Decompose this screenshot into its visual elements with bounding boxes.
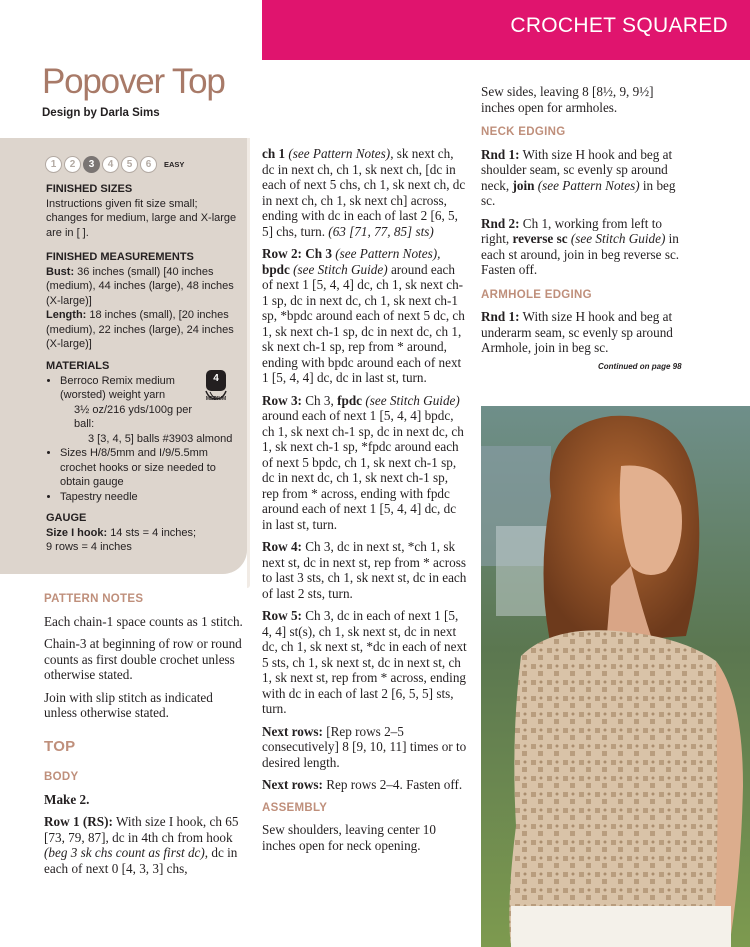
section-title: CROCHET SQUARED [510,14,728,37]
pattern-note: Each chain-1 space counts as 1 stitch. [44,613,243,629]
bust-value: 36 inches (small) [40 inches (medium), 44 inches (large), 48 inches (X-large)] [46,265,234,307]
materials-more [46,446,231,504]
next-rows-instruction: Next rows: [Rep rows 2–5 consecutively] 8 [9, 10, 11] times or to desired length. [262,723,467,770]
materials-heading: MATERIALS [46,360,110,372]
skill-level [45,156,184,173]
finished-sizes-text: Instructions given fit size small; changes for medium, large and X-large are in [ ]. [46,197,237,239]
row-3-instruction: Row 3: Ch 3, fpdc (see Stitch Guide) around each of next 1 [5, 4, 4] bpdc, ch 1, sk next ch-1 sp, dc in next dc, ch 1, sk next ch-1 sp, *fpdc around each of next 5 bpdc, ch 1, sk next ch-1 sp, dc in next dc, ch 1, sk next ch-1 sp, rep from * across, ending with fpdc around each of next 1 [5, 4, 4] dc, dc in last st, turn. [262,392,464,532]
skill-level-dot: 4 [102,156,119,173]
next-rows-instruction: Next rows: Rep rows 2–4. Fasten off. [262,777,463,792]
yarn-weight-label: MEDIUM [205,396,227,402]
row-4-instruction: Row 4: Ch 3, dc in next st, *ch 1, sk next st, dc in next st, rep from * across to last 3 sts, ch 1, sk next st, dc in each of last 2 sts, turn. [262,539,467,601]
row-5-instruction: Row 5: Ch 3, dc in each of next 1 [5, 4, 4] st(s), ch 1, sk next st, dc in next dc, ch 1, sk next st, *dc in each of next 5 sts, ch 1, sk next st, dc in next st, ch 1, sk next st, rep from * across, ending with dc in each of last 2 [6, 5, 5] sts, turn. [262,608,467,716]
assembly-heading: ASSEMBLY [262,801,328,814]
armhole-round-1: Rnd 1: With size H hook and beg at underarm seam, sc evenly sp around Armhole, join in beg sc. [481,309,673,355]
finished-measurements [46,250,241,352]
neck-edging-heading: NECK EDGING [481,126,566,138]
skill-level-dot: 1 [45,156,62,173]
designer-credit: Design by Darla Sims [42,107,160,119]
row-2-instruction: Row 2: Ch 3 (see Pattern Notes), bpdc (see Stitch Guide) around each of next 1 [5, 4, 4] dc, ch 1, sk next ch-1 sp, dc in next dc, ch 1, sk next ch-1 sp, *bpdc around each of next 5 dc, ch 1, sk next ch-1 sp, dc in next dc, ch 1, sk next ch-1 sp, rep from * around, ending with bpdc around each of next 1 [5, 4, 4] dc, dc in last st, turn. [262,246,465,385]
skill-level-dot: 2 [64,156,81,173]
materials-item: • Sizes H/8/5mm and I/9/5.5mm crochet hooks or size needed to obtain gauge [60,446,231,490]
section-banner [262,0,750,60]
materials-list [46,446,231,504]
bust-label: Bust: [46,265,75,278]
skill-level-dot: 6 [140,156,157,173]
skill-level-dot: 5 [121,156,138,173]
pattern-note: Chain-3 at beginning of row or round counts as first double crochet unless otherwise stated. [44,636,242,682]
yarn-weight-number: 4 [213,373,219,384]
sew-sides-text: Sew sides, leaving 8 [8½, 9, 9½] inches open for armholes. [481,84,654,115]
row-1-continued: ch 1 (see Pattern Notes), sk next ch, dc in next ch, ch 1, sk next ch, [dc in each of next 5 chs, ch 1, sk next ch, dc in next ch, ch 1, sk next ch] across, ending with dc in each of last 2 [6, 5, 5] chs, turn. (63 [71, 77, 85] sts) [262,146,466,239]
pattern-note: Join with slip stitch as indicated unless otherwise stated. [44,689,213,720]
length-value: 18 inches (small), [20 inches (medium), 22 inches (large), 24 inches (X-large)] [46,309,234,350]
pattern-title: Popover Top [42,62,225,101]
make-instruction: Make 2. [44,791,90,807]
column-3 [481,84,686,363]
skill-level-dot-active: 3 [83,156,100,173]
top-heading: TOP [44,737,76,755]
gauge-line: Size I hook: 14 sts = 4 inches; [46,526,197,539]
pattern-notes-heading: PATTERN NOTES [44,593,144,605]
materials-item: • Berroco Remix medium (worsted) weight yarn 3½ oz/216 yds/100g per ball: 3 [3, 4, 5] balls #3903 almond [60,374,196,447]
bust-measurement [46,265,241,309]
column-1 [44,592,244,883]
materials-list [46,374,233,447]
finished-measurements-heading: FINISHED MEASUREMENTS [46,251,194,263]
materials [46,359,233,446]
model-photo [481,406,750,947]
assembly-text: Sew shoulders, leaving center 10 inches open for neck opening. [262,822,436,853]
continued-note: Continued on page 98 [598,362,682,371]
info-box-shadow [247,138,250,588]
finished-sizes [46,182,241,240]
skill-level-label: EASY [164,160,185,169]
column-2 [262,146,467,860]
armhole-edging-heading: ARMHOLE EDGING [481,288,592,301]
neck-round-2: Rnd 2: Ch 1, working from left to right, reverse sc (see Stitch Guide) in each st around, join in beg reverse sc. Fasten off. [481,215,680,277]
body-heading: BODY [44,771,79,783]
length-label: Length: [46,309,87,321]
gauge [46,511,241,555]
row-1-instruction: Row 1 (RS): With size I hook, ch 65 [73, 79, 87], dc in 4th ch from hook (beg 3 sk chs count as first dc), dc in each of next 0 [4, 3, 3] chs, [44,814,239,876]
finished-sizes-heading: FINISHED SIZES [46,183,133,195]
materials-item: • Tapestry needle [60,490,231,505]
neck-round-1: Rnd 1: With size H hook and beg at shoulder seam, sc evenly sp around neck, join (see Pattern Notes) in beg sc. [481,146,676,208]
gauge-line: 9 rows = 4 inches [46,541,132,553]
gauge-heading: GAUGE [46,512,87,524]
length-measurement [46,308,241,352]
